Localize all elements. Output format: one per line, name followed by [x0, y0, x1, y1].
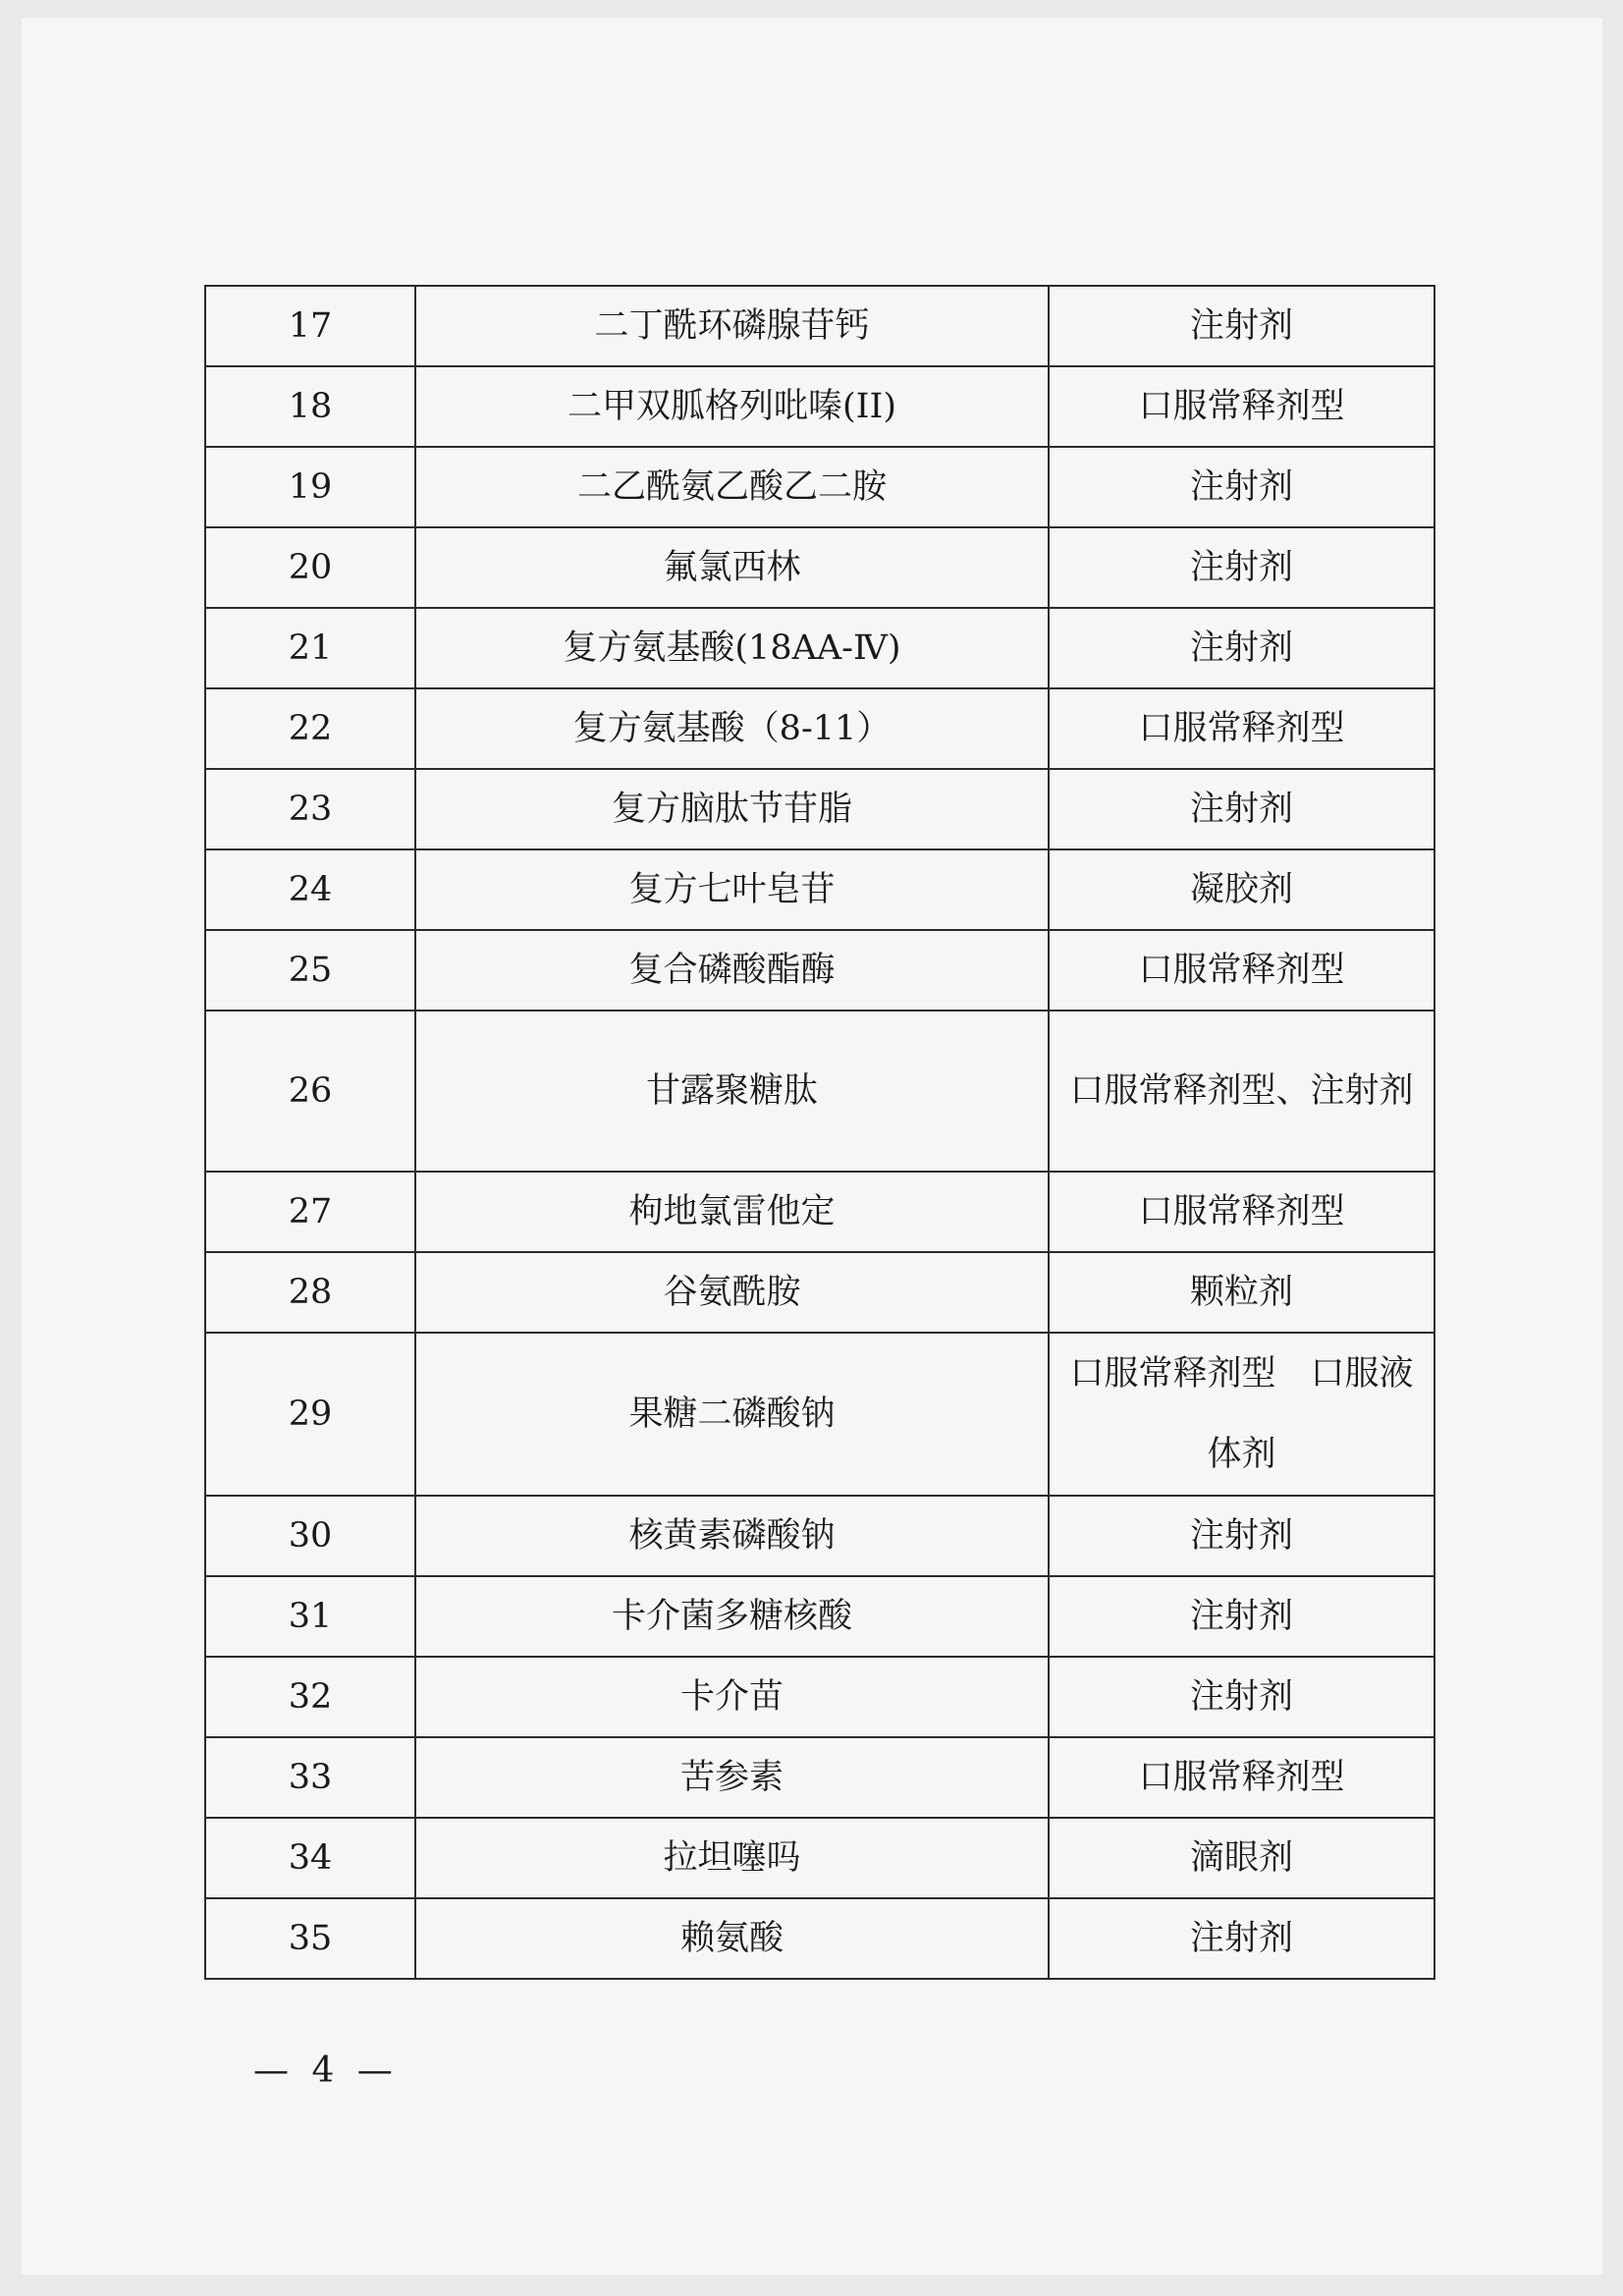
- table-row: [205, 1172, 1434, 1252]
- dosage-form-cell: 注射剂: [1049, 1576, 1434, 1657]
- table-row: [205, 688, 1434, 769]
- dosage-form-cell: 注射剂: [1049, 447, 1434, 527]
- row-number-cell: 34: [205, 1818, 415, 1898]
- row-number-cell: 22: [205, 688, 415, 769]
- row-number-cell: 26: [205, 1011, 415, 1172]
- drug-name-cell: 枸地氯雷他定: [415, 1172, 1049, 1252]
- dosage-form-cell: 注射剂: [1049, 608, 1434, 688]
- table-row: [205, 447, 1434, 527]
- drug-name-cell: 赖氨酸: [415, 1898, 1049, 1979]
- drug-name-cell: 氟氯西林: [415, 527, 1049, 608]
- drug-name-cell: 二乙酰氨乙酸乙二胺: [415, 447, 1049, 527]
- dosage-form-cell: 口服常释剂型: [1049, 366, 1434, 447]
- row-number-cell: 24: [205, 849, 415, 930]
- dosage-form-cell: 注射剂: [1049, 527, 1434, 608]
- dosage-form-cell: 注射剂: [1049, 1496, 1434, 1576]
- dosage-form-cell: 颗粒剂: [1049, 1252, 1434, 1333]
- table-row: [205, 1576, 1434, 1657]
- drug-name-cell: 二丁酰环磷腺苷钙: [415, 286, 1049, 366]
- drug-name-cell: 谷氨酰胺: [415, 1252, 1049, 1333]
- row-number-cell: 29: [205, 1333, 415, 1496]
- table-row: [205, 769, 1434, 849]
- row-number-cell: 32: [205, 1657, 415, 1737]
- dosage-form-cell: 口服常释剂型、注射剂: [1049, 1011, 1434, 1172]
- drug-name-cell: 苦参素: [415, 1737, 1049, 1818]
- dosage-form-cell: 口服常释剂型: [1049, 930, 1434, 1011]
- dosage-form-cell: 注射剂: [1049, 1657, 1434, 1737]
- table-row: [205, 527, 1434, 608]
- dosage-form-cell: 口服常释剂型: [1049, 688, 1434, 769]
- drug-list-table: [204, 285, 1435, 1980]
- drug-name-cell: 拉坦噻吗: [415, 1818, 1049, 1898]
- row-number-cell: 18: [205, 366, 415, 447]
- drug-name-cell: 卡介苗: [415, 1657, 1049, 1737]
- table-row: [205, 366, 1434, 447]
- drug-name-cell: 复合磷酸酯酶: [415, 930, 1049, 1011]
- table-row: [205, 849, 1434, 930]
- table-row: [205, 1898, 1434, 1979]
- drug-name-cell: 核黄素磷酸钠: [415, 1496, 1049, 1576]
- dosage-form-cell: 口服常释剂型: [1049, 1737, 1434, 1818]
- table-row: [205, 1737, 1434, 1818]
- drug-name-cell: 二甲双胍格列吡嗪(II): [415, 366, 1049, 447]
- row-number-cell: 28: [205, 1252, 415, 1333]
- dosage-form-cell: 口服常释剂型: [1049, 1172, 1434, 1252]
- row-number-cell: 17: [205, 286, 415, 366]
- dosage-form-cell: 凝胶剂: [1049, 849, 1434, 930]
- dosage-form-cell: 口服常释剂型 口服液体剂: [1049, 1333, 1434, 1496]
- table-row: [205, 1818, 1434, 1898]
- table-row: [205, 608, 1434, 688]
- row-number-cell: 33: [205, 1737, 415, 1818]
- page-number: — 4 —: [253, 2050, 399, 2091]
- row-number-cell: 23: [205, 769, 415, 849]
- drug-name-cell: 复方脑肽节苷脂: [415, 769, 1049, 849]
- drug-name-cell: 复方氨基酸(18AA-Ⅳ): [415, 608, 1049, 688]
- table-row: [205, 1496, 1434, 1576]
- dosage-form-cell: 注射剂: [1049, 1898, 1434, 1979]
- row-number-cell: 31: [205, 1576, 415, 1657]
- table-row: [205, 1333, 1434, 1496]
- row-number-cell: 35: [205, 1898, 415, 1979]
- dosage-form-cell: 注射剂: [1049, 286, 1434, 366]
- row-number-cell: 20: [205, 527, 415, 608]
- dosage-form-cell: 滴眼剂: [1049, 1818, 1434, 1898]
- table-row: [205, 930, 1434, 1011]
- drug-name-cell: 复方七叶皂苷: [415, 849, 1049, 930]
- row-number-cell: 25: [205, 930, 415, 1011]
- drug-name-cell: 卡介菌多糖核酸: [415, 1576, 1049, 1657]
- row-number-cell: 21: [205, 608, 415, 688]
- table-row: [205, 1011, 1434, 1172]
- table-row: [205, 286, 1434, 366]
- dosage-form-cell: 注射剂: [1049, 769, 1434, 849]
- row-number-cell: 19: [205, 447, 415, 527]
- row-number-cell: 27: [205, 1172, 415, 1252]
- table-row: [205, 1657, 1434, 1737]
- drug-name-cell: 复方氨基酸（8-11）: [415, 688, 1049, 769]
- table-body: [205, 286, 1434, 1979]
- drug-name-cell: 果糖二磷酸钠: [415, 1333, 1049, 1496]
- drug-name-cell: 甘露聚糖肽: [415, 1011, 1049, 1172]
- row-number-cell: 30: [205, 1496, 415, 1576]
- table-row: [205, 1252, 1434, 1333]
